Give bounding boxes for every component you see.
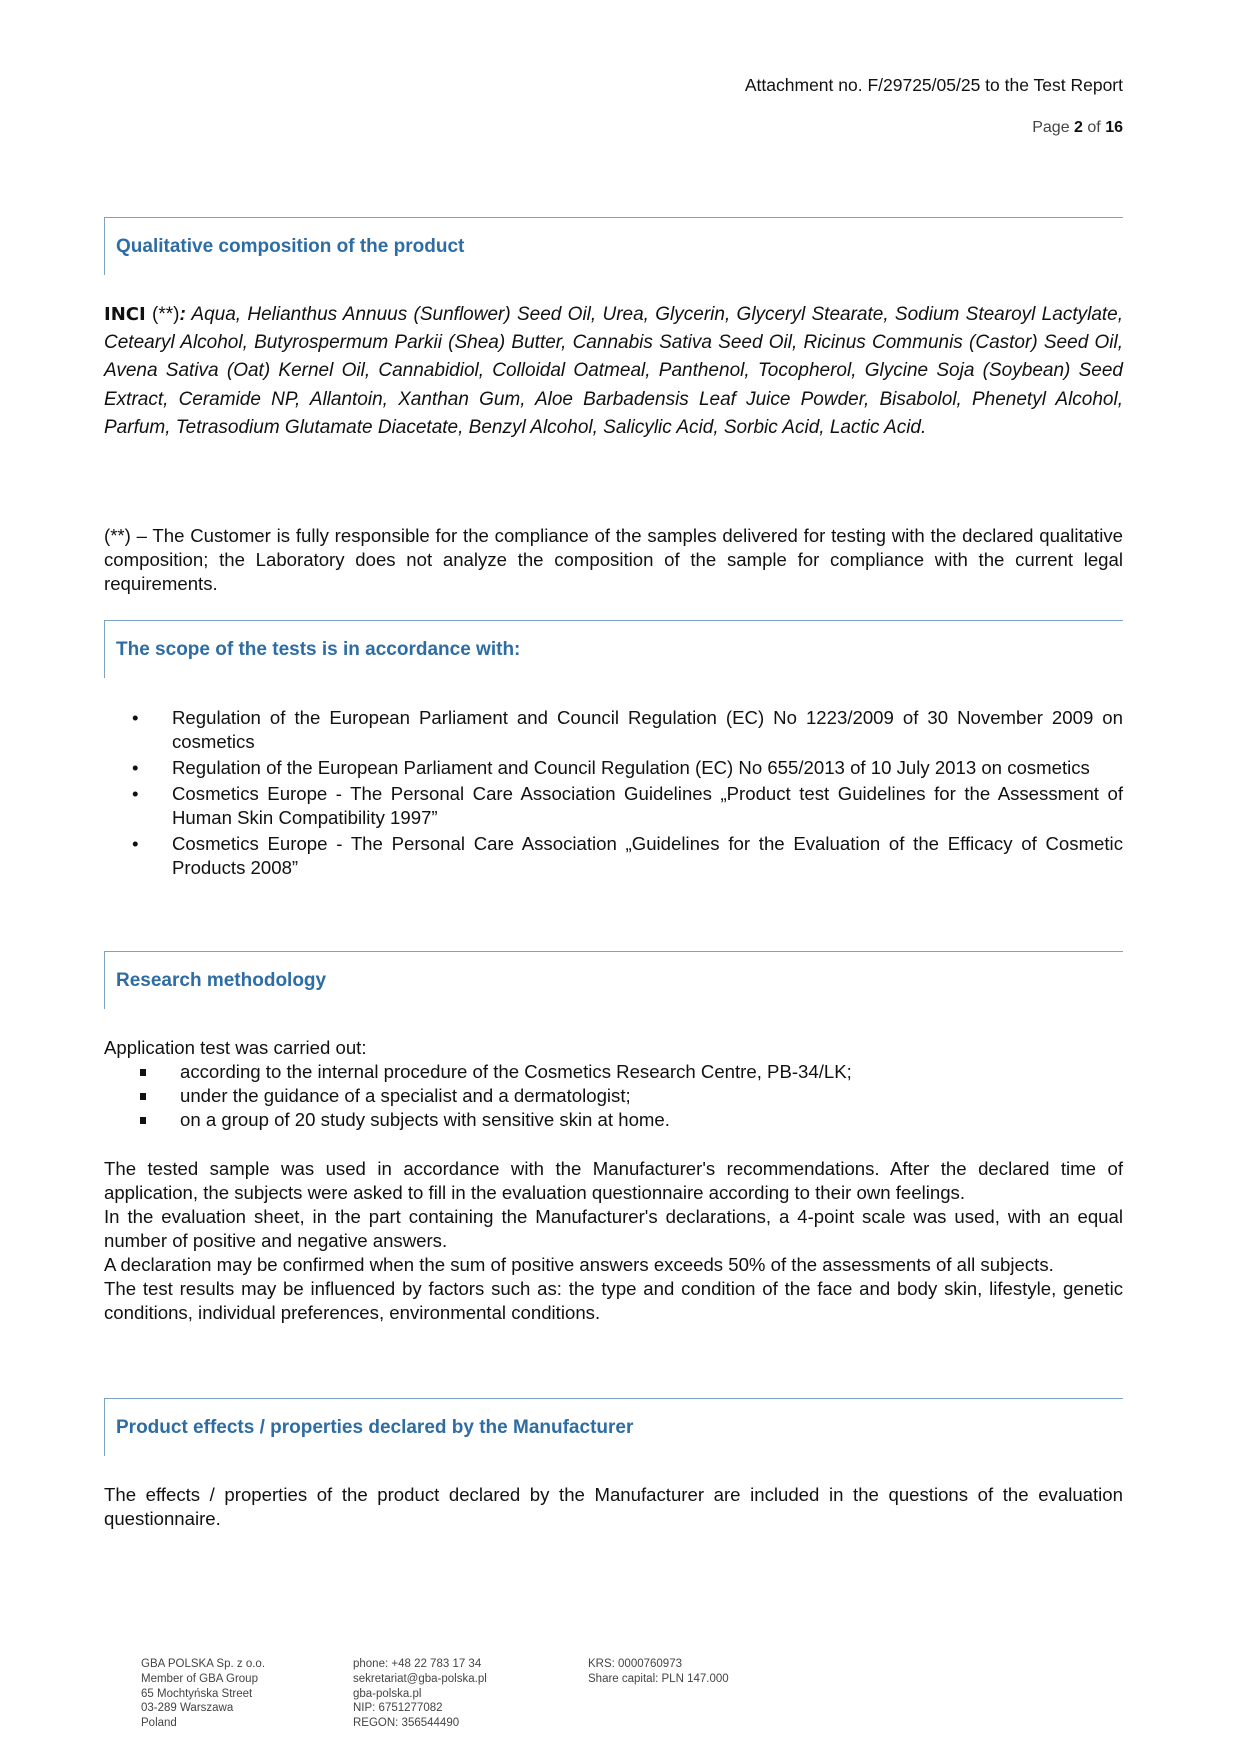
footer-company-name: GBA POLSKA Sp. z o.o. — [141, 1658, 266, 1670]
square-bullet-icon — [140, 1093, 146, 1100]
inci-colon: : — [179, 304, 186, 325]
footer-share-capital: Share capital: PLN 147.000 — [588, 1672, 729, 1685]
footer-nip: NIP: 6751277082 — [353, 1702, 443, 1715]
section-title-composition: Qualitative composition of the product — [116, 236, 465, 257]
footer-registry-info — [588, 1657, 729, 1687]
methodology-item-text: according to the internal procedure of the Cosmetics Research Centre, PB-34/LK; — [180, 1061, 852, 1082]
inci-paragraph — [104, 301, 1123, 442]
compliance-note: (**) – The Customer is fully responsible for the compliance of the samples delivered for testing with the declared qualitative composition; the Laboratory does not analyze the composition of the sample for compliance with the current legal requirements. — [104, 525, 1123, 594]
methodology-item-text: on a group of 20 study subjects with sensitive skin at home. — [180, 1109, 670, 1130]
page-indicator — [1032, 119, 1123, 137]
scope-item — [104, 782, 1123, 830]
page-of: of — [1087, 119, 1101, 136]
bullet-icon: • — [132, 707, 139, 728]
methodology-paragraphs — [104, 1157, 1123, 1325]
methodology-item — [104, 1060, 1123, 1084]
section-header-effects — [104, 1398, 1123, 1456]
scope-item-text: Regulation of the European Parliament and Council Regulation (EC) No 655/2013 of 10 July 2013 on cosmetics — [172, 757, 1090, 778]
square-bullet-icon — [140, 1117, 146, 1124]
footer-company-info — [141, 1657, 265, 1731]
methodology-item — [104, 1108, 1123, 1132]
footer-website[interactable]: gba-polska.pl — [353, 1687, 422, 1700]
scope-item-text: Cosmetics Europe - The Personal Care Association „Guidelines for the Evaluation of the Efficacy of Cosmetic Products 2008” — [172, 833, 1123, 878]
footer-email[interactable]: sekretariat@gba-polska.pl — [353, 1672, 487, 1685]
scope-item-text: Cosmetics Europe - The Personal Care Association Guidelines „Product test Guidelines for the Assessment of Human Skin Compatibility 1997” — [172, 783, 1123, 828]
methodology-paragraph: The test results may be influenced by factors such as: the type and condition of the face and body skin, lifestyle, genetic conditions, individual preferences, environmental conditions. — [104, 1278, 1123, 1323]
effects-paragraph: The effects / properties of the product declared by the Manufacturer are included in the questions of the evaluation questionnaire. — [104, 1484, 1123, 1529]
methodology-list-container — [104, 1060, 1123, 1132]
methodology-item — [104, 1084, 1123, 1108]
section-header-scope — [104, 620, 1123, 678]
footer-regon: REGON: 356544490 — [353, 1717, 460, 1730]
footer-city: 03-289 Warszawa — [141, 1702, 234, 1715]
scope-item — [104, 832, 1123, 880]
footer-street: 65 Mochtyńska Street — [141, 1687, 253, 1700]
page-total: 16 — [1105, 119, 1123, 136]
inci-label: INCI — [104, 304, 146, 325]
section-header-composition — [104, 217, 1123, 275]
inci-ingredients: Aqua, Helianthus Annuus (Sunflower) Seed Oil, Urea, Glycerin, Glyceryl Stearate, Sodium Stearoyl Lactylate, Cetearyl Alcohol, Butyrospermum Parkii (Shea) Butter, Cannabis Sativa Seed Oil, Ricinus Communis (Castor) Seed Oil, Avena Sativa (Oat) Kernel Oil, Cannabidiol, Colloidal Oatmeal, Panthenol, Tocopherol, Glycine Soja (Soybean) Seed Extract, Ceramide NP, Allantoin, Xanthan Gum, Aloe Barbadensis Leaf Juice Powder, Bisabolol, Phenetyl Alcohol, Parfum, Tetrasodium Glutamate Diacetate, Benzyl Alcohol, Salicylic Acid, Sorbic Acid, Lactic Acid. — [104, 304, 1124, 438]
bullet-icon: • — [132, 757, 139, 778]
scope-list-container — [104, 706, 1123, 880]
methodology-item-text: under the guidance of a specialist and a dermatologist; — [180, 1085, 631, 1106]
footer-country: Poland — [141, 1717, 177, 1730]
page-prefix: Page — [1032, 119, 1070, 136]
scope-list — [104, 706, 1123, 880]
footer-phone: phone: +48 22 783 17 34 — [353, 1658, 482, 1670]
scope-item-text: Regulation of the European Parliament and Council Regulation (EC) No 1223/2009 of 30 November 2009 on cosmetics — [172, 707, 1123, 752]
methodology-list — [104, 1060, 1123, 1132]
scope-item — [104, 756, 1123, 780]
section-title-effects: Product effects / properties declared by the Manufacturer — [116, 1417, 634, 1438]
section-title-scope: The scope of the tests is in accordance with: — [116, 639, 521, 660]
section-title-methodology: Research methodology — [116, 970, 327, 991]
footer-krs: KRS: 0000760973 — [588, 1658, 682, 1670]
scope-item — [104, 706, 1123, 754]
attachment-reference: Attachment no. F/29725/05/25 to the Test Report — [744, 75, 1123, 95]
page-current: 2 — [1074, 119, 1083, 136]
square-bullet-icon — [140, 1069, 146, 1076]
section-header-methodology — [104, 951, 1123, 1009]
bullet-icon: • — [132, 783, 139, 804]
footer-group: Member of GBA Group — [141, 1672, 258, 1685]
footer-contact-info — [353, 1657, 487, 1731]
bullet-icon: • — [132, 833, 139, 854]
methodology-intro: Application test was carried out: — [104, 1037, 367, 1058]
methodology-paragraph: In the evaluation sheet, in the part containing the Manufacturer's declarations, a 4-point scale was used, with an equal number of positive and negative answers. — [104, 1206, 1123, 1251]
methodology-paragraph: A declaration may be confirmed when the sum of positive answers exceeds 50% of the assessments of all subjects. — [104, 1254, 1054, 1275]
inci-marker: (**) — [152, 304, 180, 325]
methodology-paragraph: The tested sample was used in accordance with the Manufacturer's recommendations. After the declared time of application, the subjects were asked to fill in the evaluation questionnaire according to their own feelings. — [104, 1158, 1123, 1203]
